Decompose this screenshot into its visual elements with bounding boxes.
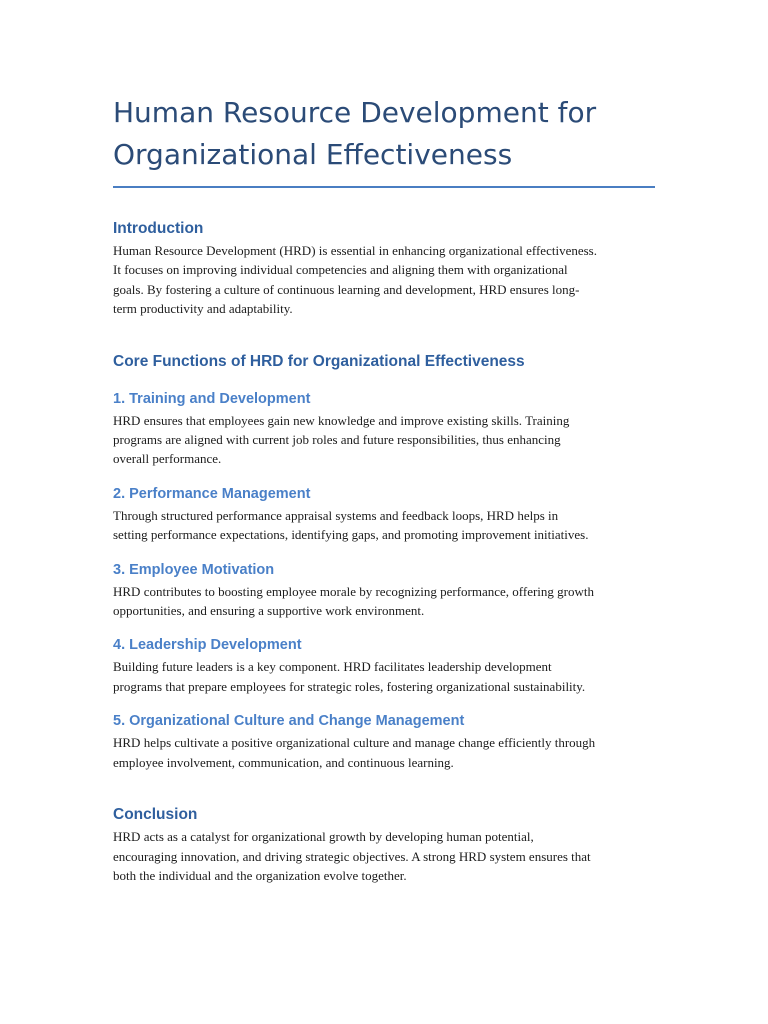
core-function-item xyxy=(113,484,655,545)
paragraph-line: HRD acts as a catalyst for organizational growth by developing human potential, xyxy=(113,829,534,845)
paragraph-line: both the individual and the organization evolve together. xyxy=(113,867,407,883)
employee-motivation-paragraph xyxy=(113,582,655,621)
core-function-item xyxy=(113,711,655,772)
paragraph-line: setting performance expectations, identifying gaps, and promoting improvement initiatives. xyxy=(113,527,589,543)
paragraph-line: goals. By fostering a culture of continuous learning and development, HRD ensures long- xyxy=(113,281,580,297)
culture-change-management-heading: 5. Organizational Culture and Change Management xyxy=(113,713,465,730)
document-title-line-1: Human Resource Development for xyxy=(113,96,597,129)
paragraph-line: Human Resource Development (HRD) is essential in enhancing organizational effectiveness. xyxy=(113,243,597,258)
paragraph-line: It focuses on improving individual competencies and aligning them with organizational xyxy=(113,262,568,278)
performance-management-paragraph xyxy=(113,506,655,545)
paragraph-line: employee involvement, communication, and continuous learning. xyxy=(113,754,454,770)
leadership-development-heading: 4. Leadership Development xyxy=(113,637,302,654)
introduction-heading: Introduction xyxy=(113,220,204,237)
employee-motivation-heading: 3. Employee Motivation xyxy=(113,561,275,578)
introduction-paragraph xyxy=(113,241,655,319)
document-title xyxy=(113,92,655,176)
document-title-line-2: Organizational Effectiveness xyxy=(113,138,513,171)
conclusion-heading: Conclusion xyxy=(113,806,198,824)
core-function-item xyxy=(113,560,655,621)
culture-change-management-paragraph xyxy=(113,733,655,772)
performance-management-heading: 2. Performance Management xyxy=(113,485,311,502)
core-functions-heading: Core Functions of HRD for Organizational Effectiveness xyxy=(113,352,525,370)
training-development-heading: 1. Training and Development xyxy=(113,390,311,407)
paragraph-line: HRD helps cultivate a positive organizational culture and manage change efficiently through xyxy=(113,735,596,751)
conclusion-paragraph xyxy=(113,827,655,885)
training-development-paragraph xyxy=(113,411,655,469)
paragraph-line: term productivity and adaptability. xyxy=(113,301,293,317)
paragraph-line: opportunities, and ensuring a supportive work environment. xyxy=(113,603,425,619)
paragraph-line: Building future leaders is a key component. HRD facilitates leadership development xyxy=(113,659,552,675)
paragraph-line: Through structured performance appraisal systems and feedback loops, HRD helps in xyxy=(113,507,559,523)
leadership-development-paragraph xyxy=(113,657,655,696)
core-function-item xyxy=(113,635,655,696)
document-page xyxy=(113,92,655,885)
title-divider xyxy=(113,186,655,188)
paragraph-line: HRD ensures that employees gain new knowledge and improve existing skills. Training xyxy=(113,412,570,428)
paragraph-line: programs are aligned with current job roles and future responsibilities, thus enhancing xyxy=(113,432,561,448)
core-functions-list xyxy=(113,389,655,772)
core-function-item xyxy=(113,389,655,469)
paragraph-line: overall performance. xyxy=(113,451,222,467)
paragraph-line: encouraging innovation, and driving strategic objectives. A strong HRD system ensures that xyxy=(113,848,591,864)
paragraph-line: HRD contributes to boosting employee morale by recognizing performance, offering growth xyxy=(113,583,594,599)
paragraph-line: programs that prepare employees for strategic roles, fostering organizational sustainability. xyxy=(113,678,586,694)
